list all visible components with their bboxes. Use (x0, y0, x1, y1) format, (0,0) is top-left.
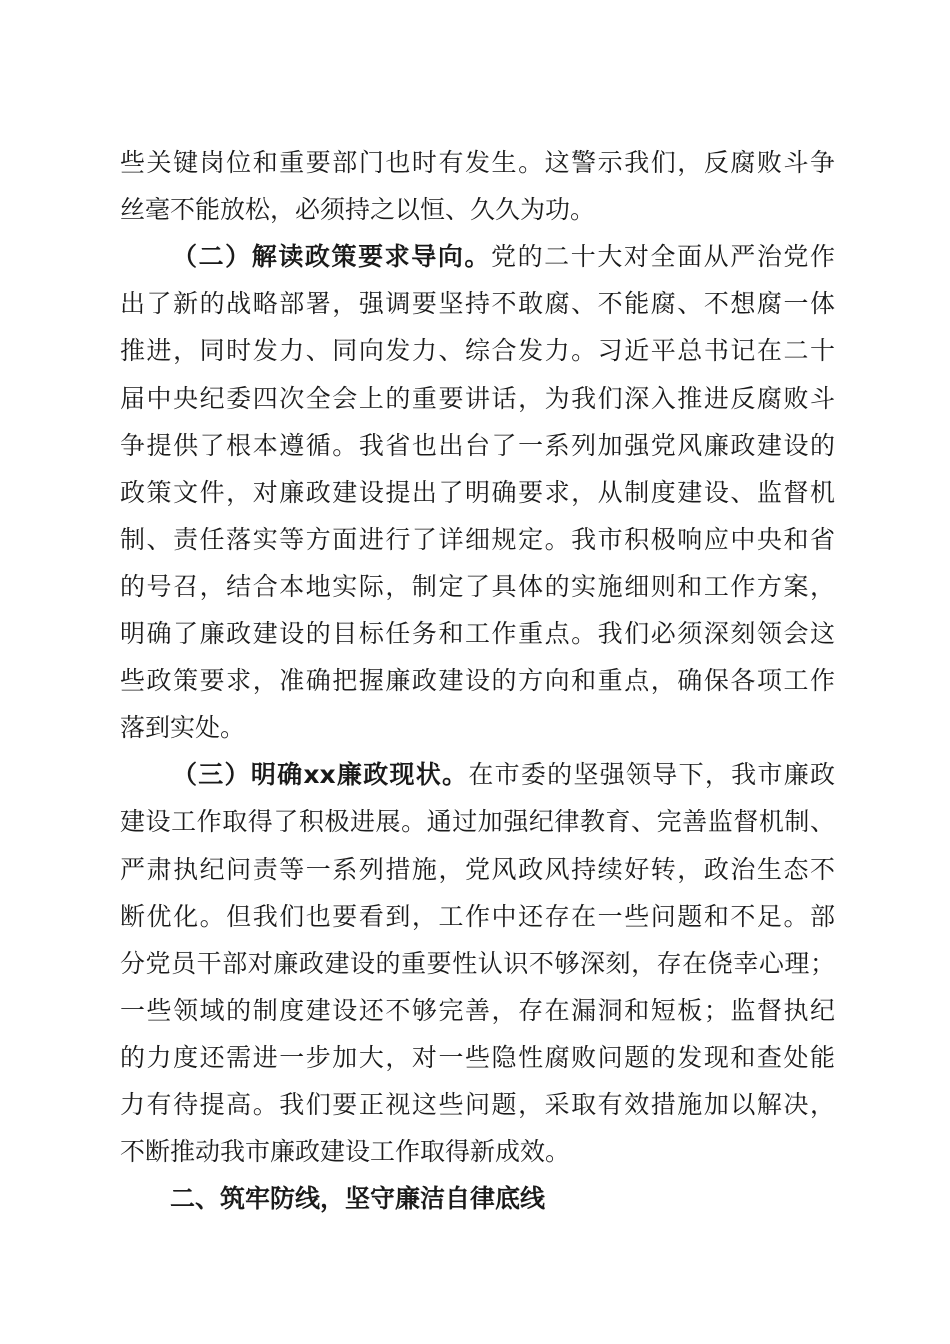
paragraph-line: 的号召，结合本地实际，制定了具体的实施细则和工作方案， (120, 572, 835, 601)
paragraph-line: 的力度还需进一步加大，对一些隐性腐败问题的发现和查处能 (120, 1043, 835, 1072)
paragraph-line: 明确了廉政建设的目标任务和工作重点。我们必须深刻领会这 (120, 619, 835, 648)
paragraph-line: 落到实处。 (120, 713, 246, 742)
paragraph-line: 政策文件，对廉政建设提出了明确要求，从制度建设、监督机 (120, 478, 835, 507)
subheading-policy: （二）解读政策要求导向。 (172, 242, 491, 271)
paragraph-first-line (172, 751, 835, 799)
paragraph-line: 争提供了根本遵循。我省也出台了一系列加强党风廉政建设的 (120, 431, 835, 460)
paragraph-line: 些关键岗位和重要部门也时有发生。这警示我们，反腐败斗争 (120, 148, 835, 177)
paragraph-first-line (172, 233, 835, 281)
paragraph-line: 制、责任落实等方面进行了详细规定。我市积极响应中央和省 (120, 525, 835, 554)
paragraph-line: 丝毫不能放松，必须持之以恒、久久为功。 (120, 195, 596, 224)
section-heading: 二、筑牢防线，坚守廉洁自律底线 (170, 1184, 546, 1213)
paragraph-line: 断优化。但我们也要看到，工作中还存在一些问题和不足。部 (120, 902, 835, 931)
paragraph-line: 严肃执纪问责等一系列措施，党风政风持续好转，政治生态不 (120, 855, 835, 884)
paragraph-line: 建设工作取得了积极进展。通过加强纪律教育、完善监督机制、 (120, 807, 835, 836)
paragraph-line: 推进，同时发力、同向发力、综合发力。习近平总书记在二十 (120, 336, 835, 365)
paragraph-text: 党的二十大对全面从严治党作 (491, 242, 835, 271)
paragraph-line: 届中央纪委四次全会上的重要讲话，为我们深入推进反腐败斗 (120, 384, 835, 413)
paragraph-line: 些政策要求，准确把握廉政建设的方向和重点，确保各项工作 (120, 666, 835, 695)
paragraph-line: 出了新的战略部署，强调要坚持不敢腐、不能腐、不想腐一体 (120, 289, 835, 318)
paragraph-line: 一些领域的制度建设还不够完善，存在漏洞和短板；监督执纪 (120, 996, 835, 1025)
paragraph-line: 不断推动我市廉政建设工作取得新成效。 (120, 1137, 571, 1166)
paragraph-line: 力有待提高。我们要正视这些问题，采取有效措施加以解决， (120, 1090, 835, 1119)
subheading-status: （三）明确xx廉政现状。 (172, 760, 469, 789)
paragraph-text: 在市委的坚强领导下，我市廉政 (468, 760, 835, 789)
paragraph-line: 分党员干部对廉政建设的重要性认识不够深刻，存在侥幸心理； (120, 949, 835, 978)
